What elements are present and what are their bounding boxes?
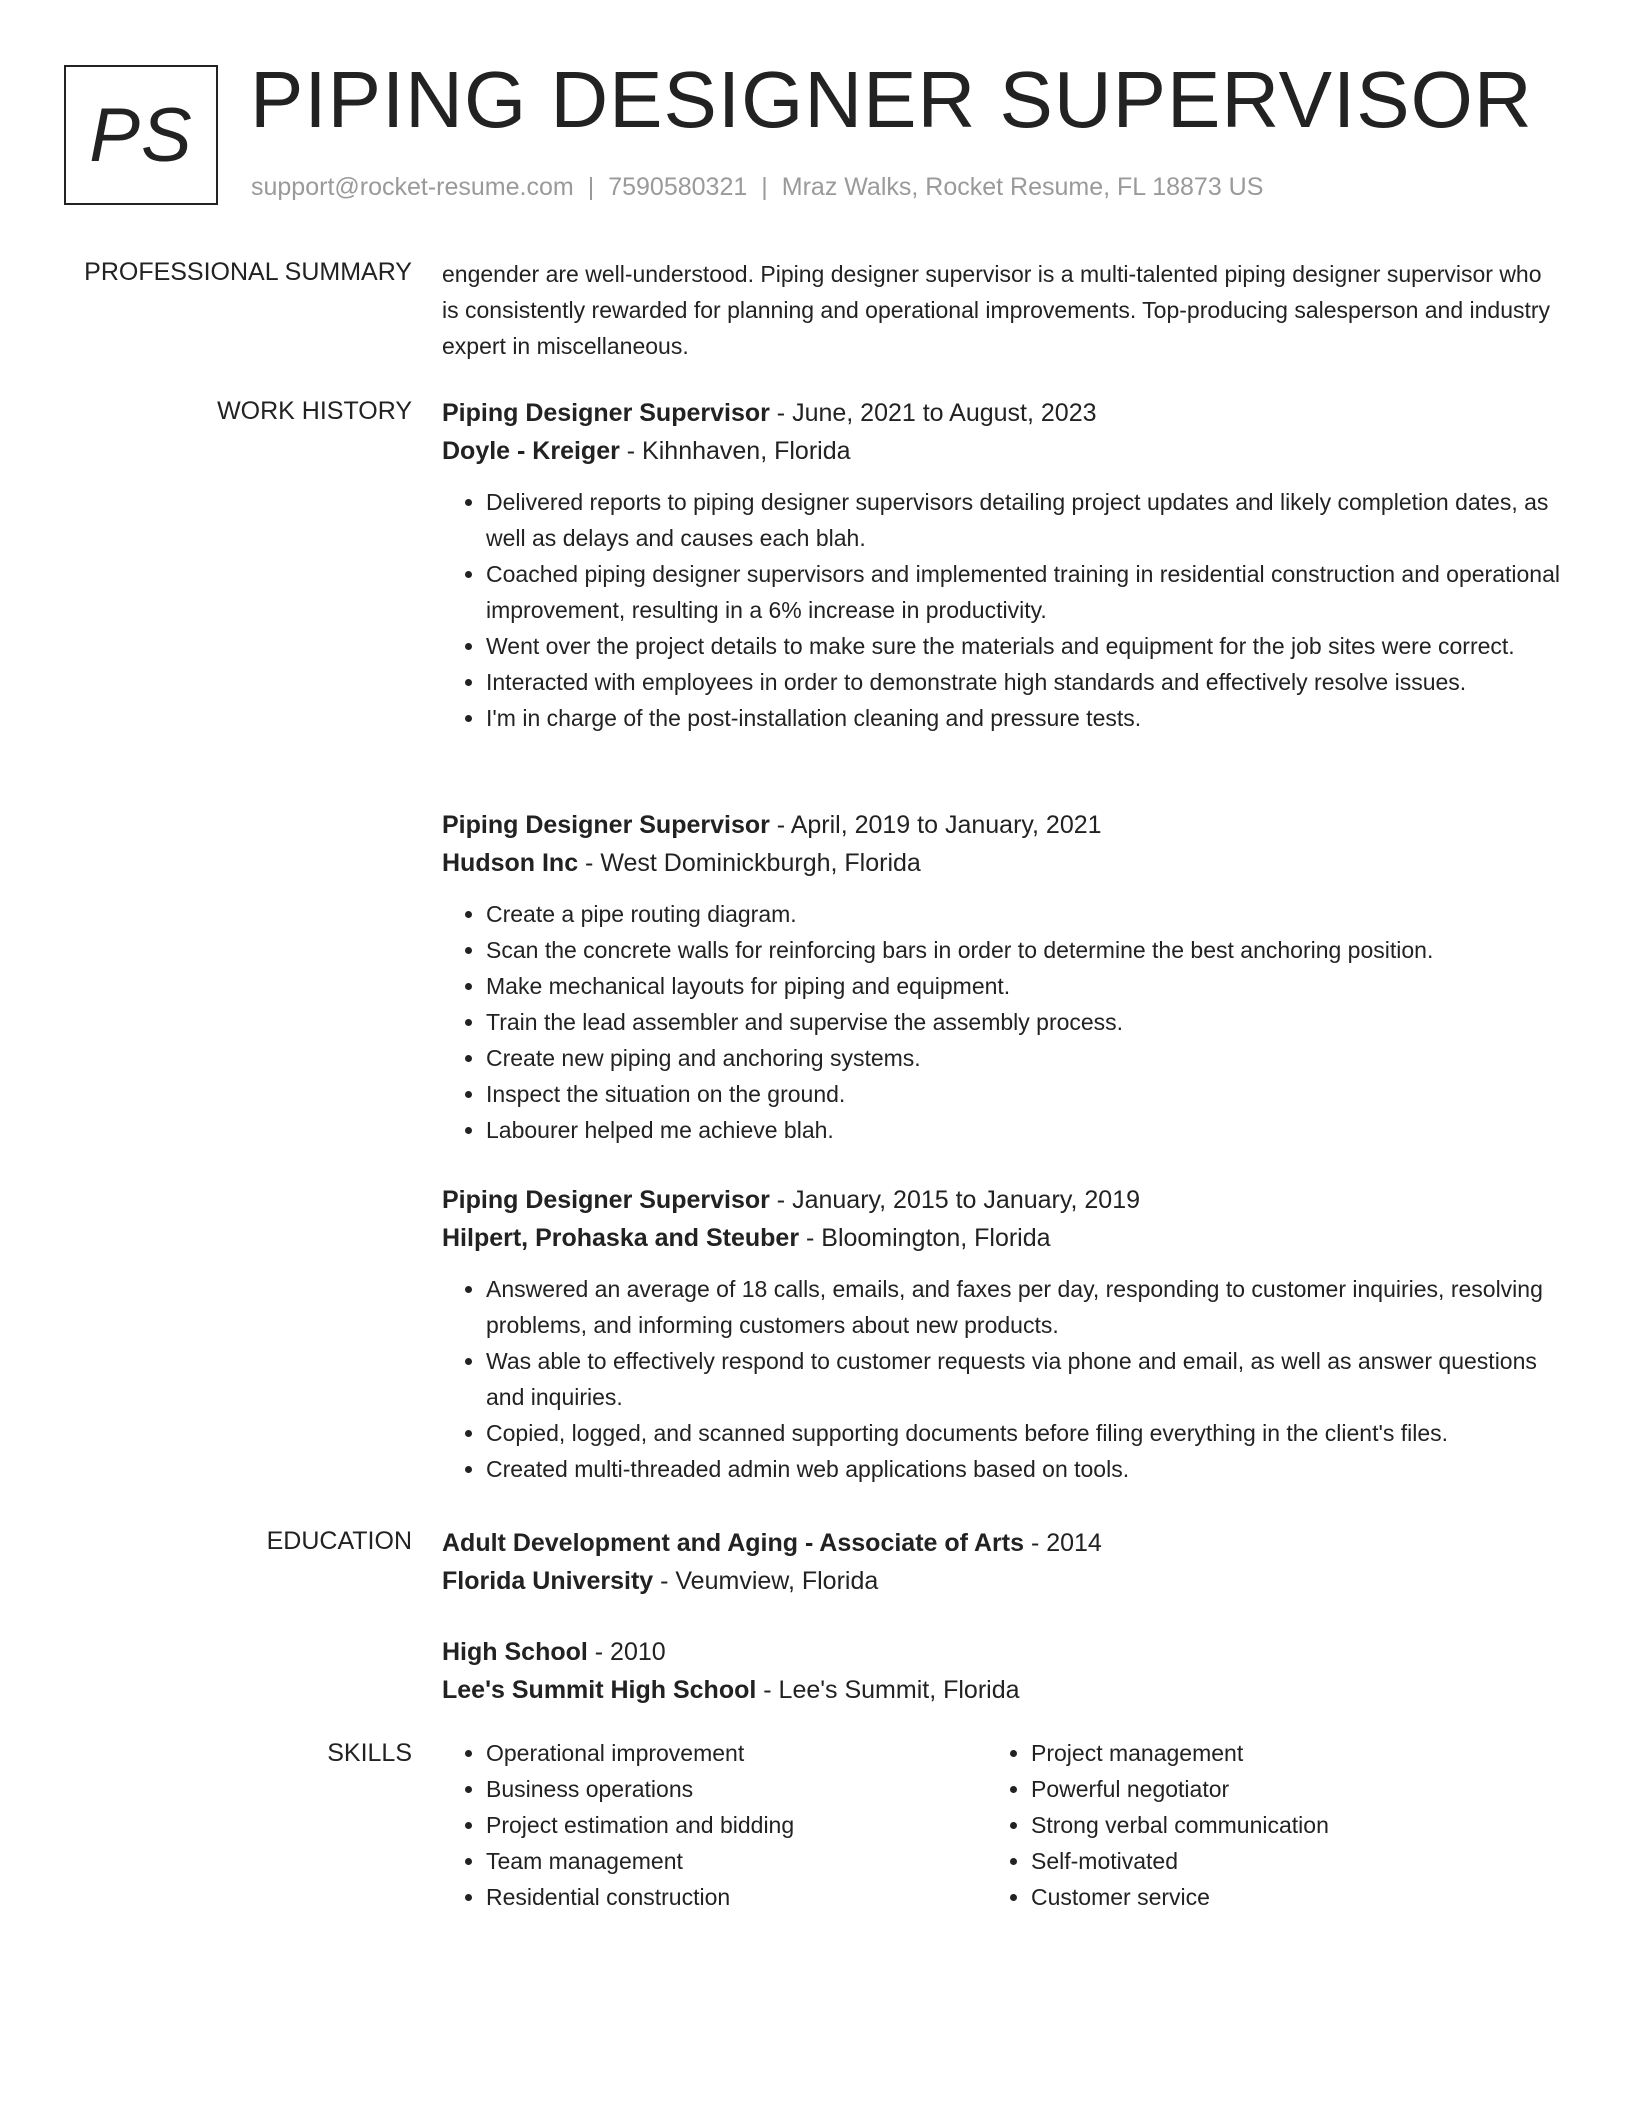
- summary-text: engender are well-understood. Piping designer supervisor is a multi-talented piping designer supervisor who is consistently rewarded for planning and operational improvements. Top-producing salesperson and industry expert in miscellaneous.: [442, 261, 1551, 359]
- education-school: Lee's Summit High School: [442, 1676, 757, 1704]
- education-degree: High School: [442, 1638, 588, 1666]
- list-item: • Interacted with employees in order to demonstrate high standards and effectively resolve issues.: [486, 664, 1562, 700]
- job-location: - Kihnhaven, Florida: [619, 437, 851, 465]
- contact-email[interactable]: support@rocket-resume.com: [251, 173, 574, 201]
- education-location: - Lee's Summit, Florida: [756, 1676, 1020, 1704]
- list-item: • Make mechanical layouts for piping and equipment.: [486, 968, 1562, 1004]
- job-company-line: [442, 432, 1562, 470]
- education-degree: Adult Development and Aging - Associate of Arts: [442, 1529, 1024, 1557]
- contact-address: Mraz Walks, Rocket Resume, FL 18873 US: [781, 173, 1264, 201]
- education-year: - 2014: [1024, 1529, 1102, 1557]
- job-company: Hilpert, Prohaska and Steuber: [442, 1224, 800, 1252]
- list-item: • Coached piping designer supervisors and implemented training in residential construction and operational improvement, resulting in a 6% increase in productivity.: [486, 556, 1562, 628]
- section-label-summary: PROFESSIONAL SUMMARY: [84, 258, 412, 286]
- job-entry: [442, 806, 1562, 1148]
- job-dates: - April, 2019 to January, 2021: [769, 811, 1102, 839]
- job-title: Piping Designer Supervisor: [442, 811, 770, 839]
- education-school-line: [442, 1671, 1562, 1709]
- skills-column-left: [442, 1735, 987, 1915]
- list-item: • Answered an average of 18 calls, emails, and faxes per day, responding to customer inquiries, resolving problems, and informing customers about new products.: [486, 1271, 1562, 1343]
- skills-list: [442, 1735, 1542, 1915]
- job-entry: [442, 1181, 1562, 1487]
- skill-item: • Project estimation and bidding: [486, 1807, 987, 1843]
- list-item: • Delivered reports to piping designer supervisors detailing project updates and likely completion dates, as well as delays and causes each blah.: [486, 484, 1562, 556]
- skill-item: • Business operations: [486, 1771, 987, 1807]
- job-dates: - January, 2015 to January, 2019: [769, 1186, 1141, 1214]
- skill-item: • Residential construction: [486, 1879, 987, 1915]
- skill-item: • Strong verbal communication: [1031, 1807, 1532, 1843]
- job-company: Doyle - Kreiger: [442, 437, 620, 465]
- education-location: - Veumview, Florida: [653, 1567, 879, 1595]
- job-entry: [442, 394, 1562, 736]
- job-bullets: [442, 484, 1562, 736]
- resume-title: PIPING DESIGNER SUPERVISOR: [250, 55, 1533, 144]
- job-title: Piping Designer Supervisor: [442, 1186, 770, 1214]
- job-bullets: [442, 1271, 1562, 1487]
- section-label-work-history: WORK HISTORY: [217, 397, 412, 425]
- skill-item: • Customer service: [1031, 1879, 1532, 1915]
- job-company-line: [442, 1219, 1562, 1257]
- contact-separator: |: [761, 173, 768, 201]
- list-item: • Inspect the situation on the ground.: [486, 1076, 1562, 1112]
- section-label-education: EDUCATION: [266, 1527, 412, 1555]
- contact-separator: |: [587, 173, 595, 201]
- job-location: - West Dominickburgh, Florida: [578, 849, 921, 877]
- job-dates: - June, 2021 to August, 2023: [769, 399, 1097, 427]
- list-item: • Create a pipe routing diagram.: [486, 896, 1562, 932]
- list-item: • Create new piping and anchoring systems.: [486, 1040, 1562, 1076]
- monogram-logo: [64, 65, 218, 205]
- list-item: • I'm in charge of the post-installation cleaning and pressure tests.: [486, 700, 1562, 736]
- monogram-text: PS: [89, 92, 193, 178]
- education-degree-line: [442, 1524, 1562, 1562]
- education-degree-line: [442, 1633, 1562, 1671]
- education-entry: [442, 1633, 1562, 1709]
- skill-item: • Team management: [486, 1843, 987, 1879]
- education-year: - 2010: [587, 1638, 666, 1666]
- section-label-skills: SKILLS: [327, 1739, 412, 1767]
- education-entry: [442, 1524, 1562, 1600]
- list-item: • Copied, logged, and scanned supporting documents before filing everything in the client's files.: [486, 1415, 1562, 1451]
- job-company: Hudson Inc: [442, 849, 579, 877]
- contact-line: [251, 173, 1263, 202]
- job-title-line: [442, 394, 1562, 432]
- list-item: • Scan the concrete walls for reinforcing bars in order to determine the best anchoring position.: [486, 932, 1562, 968]
- education-school-line: [442, 1562, 1562, 1600]
- education-school: Florida University: [442, 1567, 654, 1595]
- job-title-line: [442, 1181, 1562, 1219]
- list-item: • Labourer helped me achieve blah.: [486, 1112, 1562, 1148]
- skills-column-right: [987, 1735, 1532, 1915]
- contact-phone[interactable]: 7590580321: [608, 173, 748, 201]
- skill-item: • Self-motivated: [1031, 1843, 1532, 1879]
- skill-item: • Powerful negotiator: [1031, 1771, 1532, 1807]
- list-item: • Train the lead assembler and supervise the assembly process.: [486, 1004, 1562, 1040]
- job-title: Piping Designer Supervisor: [442, 399, 770, 427]
- job-title-line: [442, 806, 1562, 844]
- list-item: • Went over the project details to make sure the materials and equipment for the job sites were correct.: [486, 628, 1562, 664]
- list-item: • Created multi-threaded admin web applications based on tools.: [486, 1451, 1562, 1487]
- list-item: • Was able to effectively respond to customer requests via phone and email, as well as answer questions and inquiries.: [486, 1343, 1562, 1415]
- skill-item: • Operational improvement: [486, 1735, 987, 1771]
- job-bullets: [442, 896, 1562, 1148]
- job-company-line: [442, 844, 1562, 882]
- job-location: - Bloomington, Florida: [799, 1224, 1051, 1252]
- skill-item: • Project management: [1031, 1735, 1532, 1771]
